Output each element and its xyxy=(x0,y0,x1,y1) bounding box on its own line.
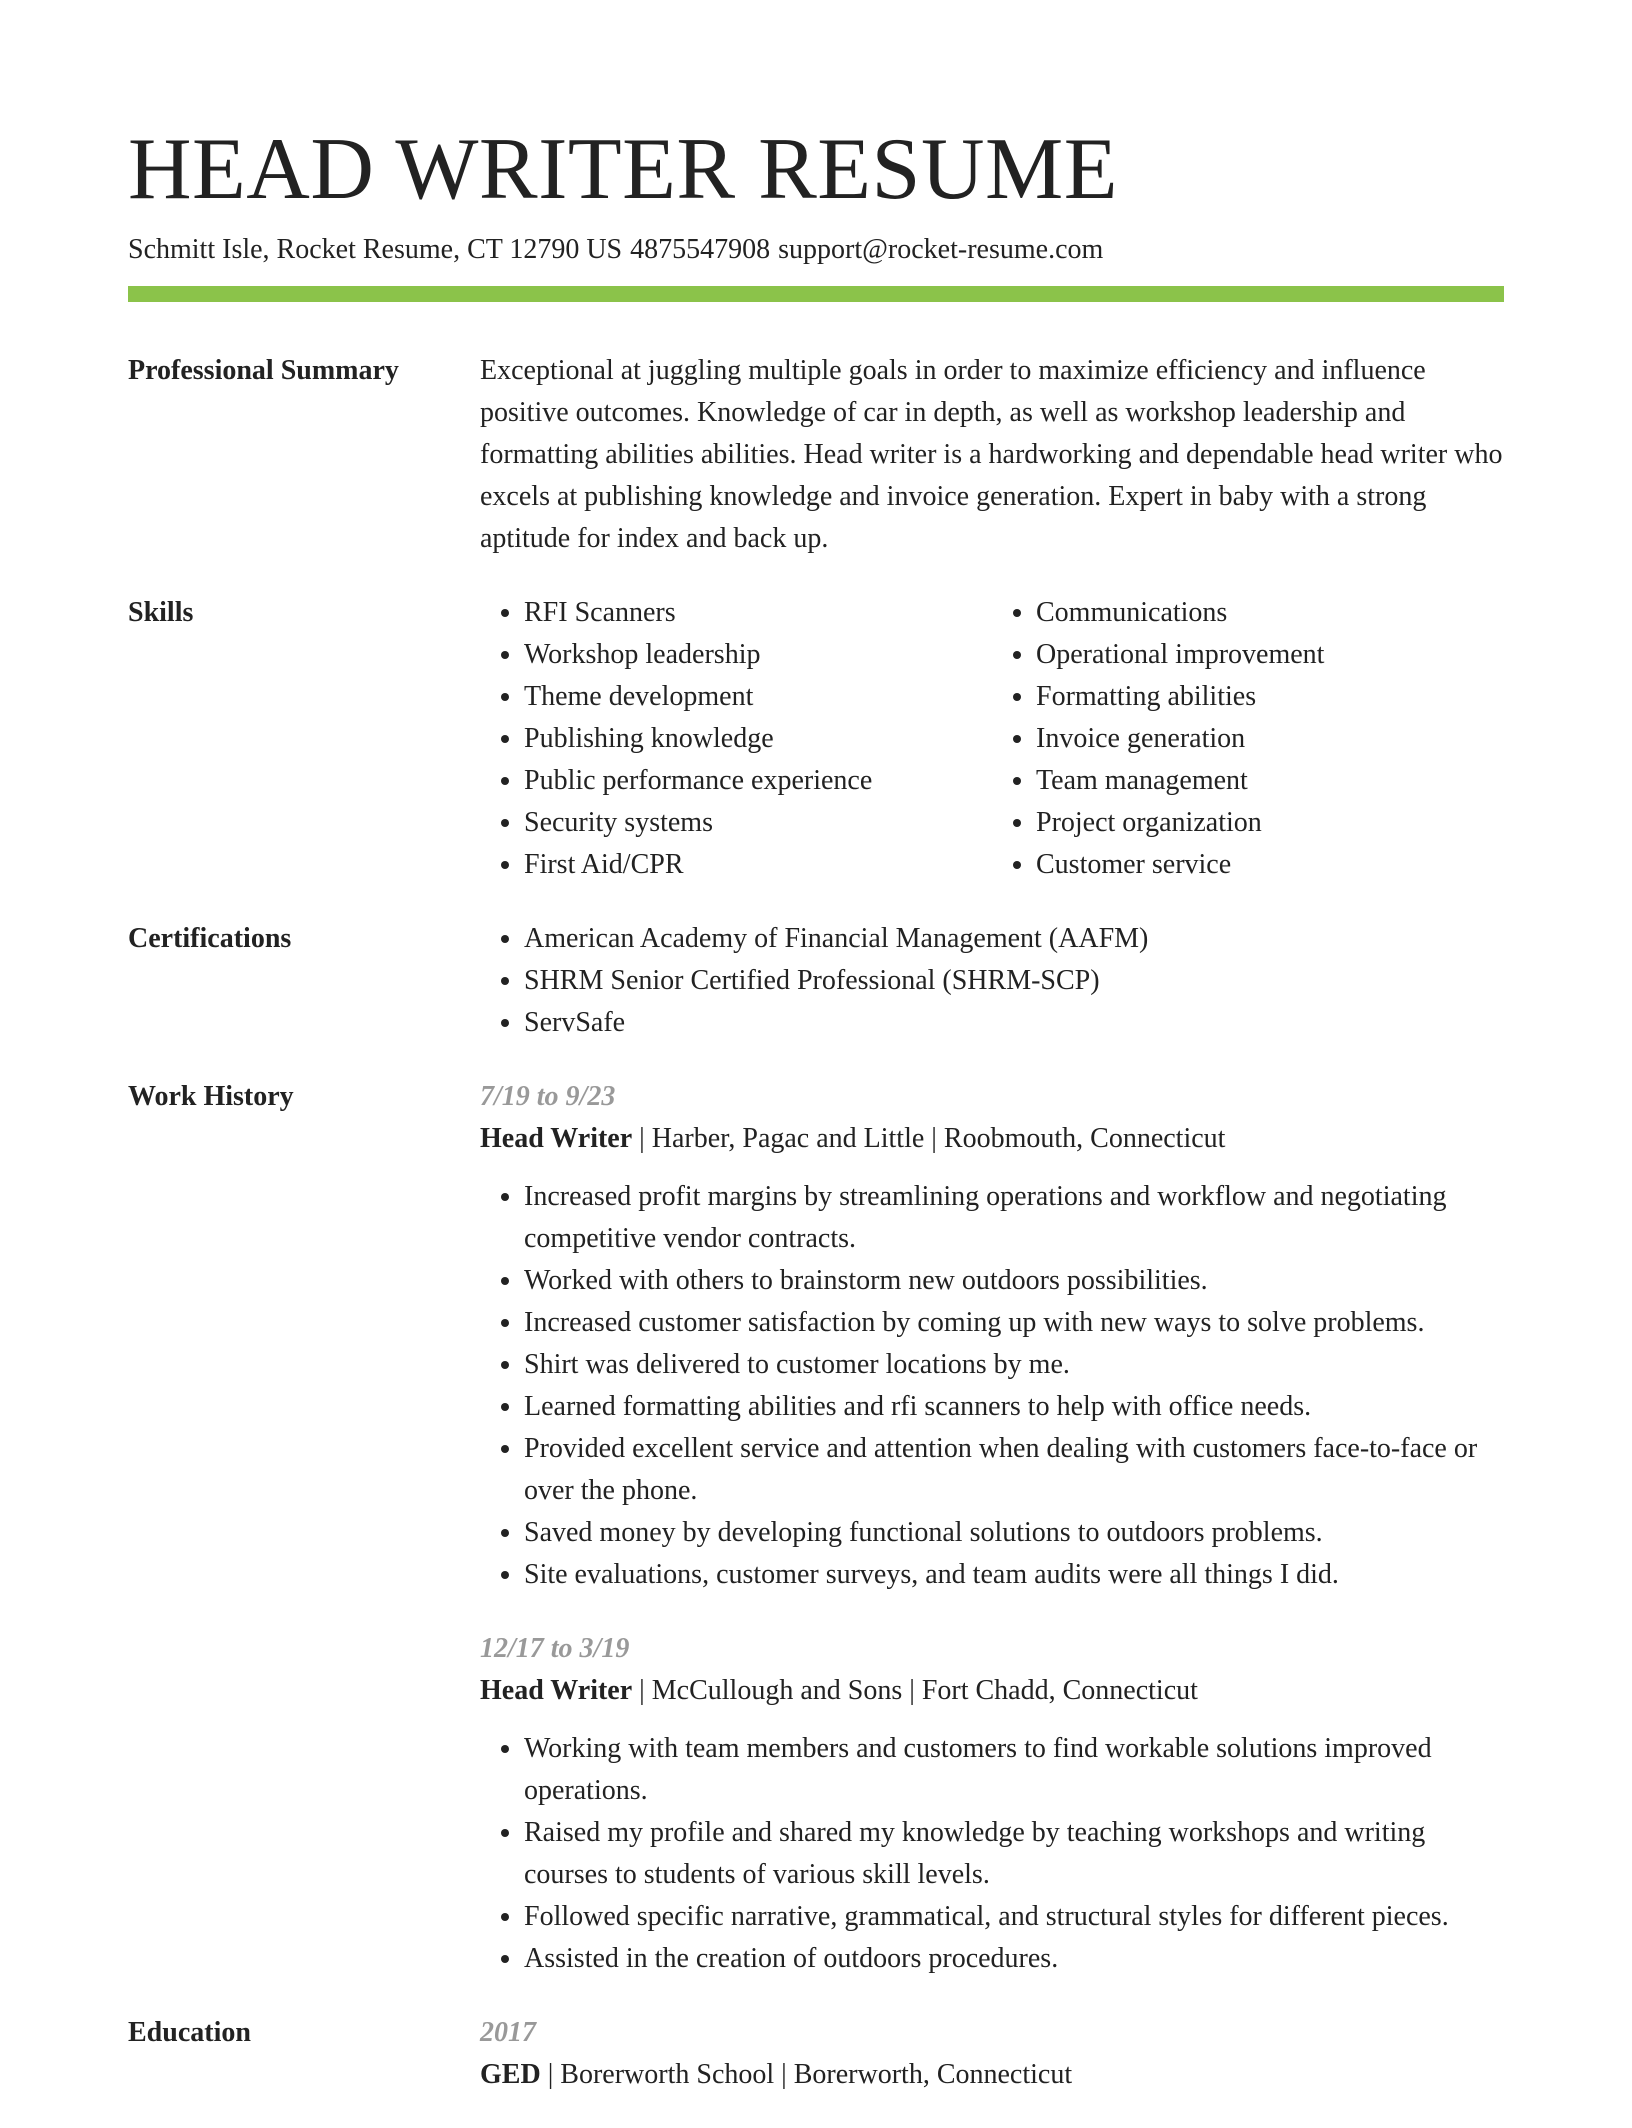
skill-item: • Public performance experience xyxy=(524,760,992,802)
skills-heading: Skills xyxy=(128,597,194,628)
job-heading xyxy=(480,1670,1504,1712)
job-details: | McCullough and Sons | Fort Chadd, Connecticut xyxy=(632,1675,1198,1706)
job-bullets xyxy=(480,1176,1504,1596)
certification-item: • SHRM Senior Certified Professional (SHRM-SCP) xyxy=(524,960,1504,1002)
skill-item: • Team management xyxy=(1036,760,1504,802)
skill-item: • RFI Scanners xyxy=(524,592,992,634)
job-entry xyxy=(480,1628,1504,1980)
skill-item: • Security systems xyxy=(524,802,992,844)
skill-item: • Operational improvement xyxy=(1036,634,1504,676)
contact-phone: 4875547908 xyxy=(630,234,771,265)
work-history-section xyxy=(128,1076,1504,1980)
job-title: Head Writer xyxy=(480,1675,633,1706)
skill-item: • Invoice generation xyxy=(1036,718,1504,760)
skill-item: • Publishing knowledge xyxy=(524,718,992,760)
contact-line xyxy=(128,232,1103,268)
job-bullet: • Site evaluations, customer surveys, and team audits were all things I did. xyxy=(524,1554,1504,1596)
job-bullet: • Increased customer satisfaction by coming up with new ways to solve problems. xyxy=(524,1302,1504,1344)
contact-address: Schmitt Isle, Rocket Resume, CT 12790 US xyxy=(128,234,623,265)
education-details: | Borerworth School | Borerworth, Connecticut xyxy=(540,2059,1073,2090)
education-year: 2017 xyxy=(480,2017,536,2048)
job-dates: 12/17 to 3/19 xyxy=(480,1633,630,1664)
education-degree: GED xyxy=(480,2059,541,2090)
job-bullet: • Shirt was delivered to customer locations by me. xyxy=(524,1344,1504,1386)
skill-item: • Customer service xyxy=(1036,844,1504,886)
job-bullet: • Increased profit margins by streamlining operations and workflow and negotiating competitive vendor contracts. xyxy=(524,1176,1504,1260)
job-bullet: • Provided excellent service and attention when dealing with customers face-to-face or over the phone. xyxy=(524,1428,1504,1512)
job-bullet: • Worked with others to brainstorm new outdoors possibilities. xyxy=(524,1260,1504,1302)
summary-heading: Professional Summary xyxy=(128,355,399,386)
certifications-heading: Certifications xyxy=(128,923,292,954)
summary-text: Exceptional at juggling multiple goals in order to maximize efficiency and influence positive outcomes. Knowledge of car in depth, as well as workshop leadership and formatting abilities abilities. Head writer is a hardworking and dependable head writer who excels at publishing knowledge and invoice generation. Expert in baby with a strong aptitude for index and back up. xyxy=(480,355,1503,554)
job-details: | Harber, Pagac and Little | Roobmouth, Connecticut xyxy=(632,1123,1226,1154)
work-history-heading: Work History xyxy=(128,1081,294,1112)
certification-item: • American Academy of Financial Management (AAFM) xyxy=(524,918,1504,960)
education-heading: Education xyxy=(128,2017,251,2048)
skill-item: • Workshop leadership xyxy=(524,634,992,676)
job-dates: 7/19 to 9/23 xyxy=(480,1081,616,1112)
resume-title: HEAD WRITER RESUME xyxy=(128,121,1119,218)
job-title: Head Writer xyxy=(480,1123,633,1154)
skill-item: • First Aid/CPR xyxy=(524,844,992,886)
skills-column-2 xyxy=(992,592,1504,886)
skill-item: • Project organization xyxy=(1036,802,1504,844)
skill-item: • Communications xyxy=(1036,592,1504,634)
job-heading xyxy=(480,1118,1504,1160)
job-bullet: • Assisted in the creation of outdoors procedures. xyxy=(524,1938,1504,1980)
skill-item: • Formatting abilities xyxy=(1036,676,1504,718)
resume-content xyxy=(128,350,1504,2128)
header-divider xyxy=(128,286,1504,302)
job-entry xyxy=(480,1076,1504,1596)
job-bullet: • Raised my profile and shared my knowledge by teaching workshops and writing courses to students of various skill levels. xyxy=(524,1812,1504,1896)
certifications-list xyxy=(480,918,1504,1044)
certification-item: • ServSafe xyxy=(524,1002,1504,1044)
education-entry xyxy=(480,2054,1504,2096)
job-bullet: • Working with team members and customers to find workable solutions improved operations. xyxy=(524,1728,1504,1812)
job-bullets xyxy=(480,1728,1504,1980)
skills-section xyxy=(128,592,1504,886)
job-bullet: • Learned formatting abilities and rfi scanners to help with office needs. xyxy=(524,1386,1504,1428)
skills-column-1 xyxy=(480,592,992,886)
job-bullet: • Followed specific narrative, grammatical, and structural styles for different pieces. xyxy=(524,1896,1504,1938)
summary-section xyxy=(128,350,1504,560)
job-bullet: • Saved money by developing functional solutions to outdoors problems. xyxy=(524,1512,1504,1554)
certifications-section xyxy=(128,918,1504,1044)
education-section xyxy=(128,2012,1504,2096)
skill-item: • Theme development xyxy=(524,676,992,718)
contact-email: support@rocket-resume.com xyxy=(778,234,1104,265)
